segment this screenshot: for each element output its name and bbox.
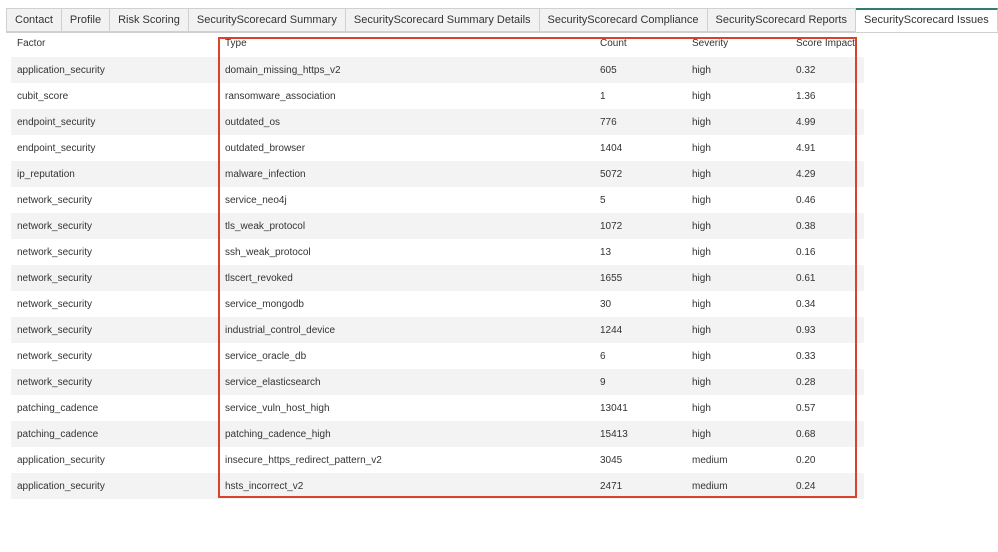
cell-severity: high bbox=[686, 265, 790, 291]
cell-count: 30 bbox=[594, 291, 686, 317]
cell-count: 5072 bbox=[594, 161, 686, 187]
tab-securityscorecard-summary[interactable]: SecurityScorecard Summary bbox=[189, 8, 346, 32]
issues-table-container bbox=[11, 36, 864, 499]
column-header-type[interactable]: Type bbox=[225, 38, 247, 49]
cell-type: patching_cadence_high bbox=[219, 421, 594, 447]
cell-factor: patching_cadence bbox=[11, 395, 219, 421]
cell-score-impact: 4.91 bbox=[790, 135, 864, 161]
table-row[interactable] bbox=[11, 161, 864, 187]
tab-securityscorecard-compliance[interactable]: SecurityScorecard Compliance bbox=[540, 8, 708, 32]
cell-score-impact: 0.16 bbox=[790, 239, 864, 265]
cell-count: 5 bbox=[594, 187, 686, 213]
cell-count: 1404 bbox=[594, 135, 686, 161]
cell-score-impact: 0.57 bbox=[790, 395, 864, 421]
cell-type: insecure_https_redirect_pattern_v2 bbox=[219, 447, 594, 473]
cell-count: 1244 bbox=[594, 317, 686, 343]
cell-factor: ip_reputation bbox=[11, 161, 219, 187]
tab-securityscorecard-issues[interactable]: SecurityScorecard Issues bbox=[856, 8, 998, 32]
cell-factor: network_security bbox=[11, 343, 219, 369]
cell-score-impact: 0.24 bbox=[790, 473, 864, 499]
cell-score-impact: 0.33 bbox=[790, 343, 864, 369]
cell-severity: high bbox=[686, 369, 790, 395]
table-row[interactable] bbox=[11, 109, 864, 135]
table-row[interactable] bbox=[11, 187, 864, 213]
cell-type: outdated_os bbox=[219, 109, 594, 135]
cell-type: ssh_weak_protocol bbox=[219, 239, 594, 265]
table-row[interactable] bbox=[11, 317, 864, 343]
table-row[interactable] bbox=[11, 83, 864, 109]
cell-type: service_mongodb bbox=[219, 291, 594, 317]
cell-severity: high bbox=[686, 57, 790, 83]
cell-severity: medium bbox=[686, 447, 790, 473]
table-row[interactable] bbox=[11, 343, 864, 369]
cell-severity: high bbox=[686, 421, 790, 447]
cell-factor: endpoint_security bbox=[11, 109, 219, 135]
cell-factor: network_security bbox=[11, 239, 219, 265]
cell-factor: patching_cadence bbox=[11, 421, 219, 447]
cell-type: service_vuln_host_high bbox=[219, 395, 594, 421]
cell-score-impact: 0.20 bbox=[790, 447, 864, 473]
cell-severity: high bbox=[686, 83, 790, 109]
cell-severity: high bbox=[686, 109, 790, 135]
cell-count: 15413 bbox=[594, 421, 686, 447]
cell-count: 13041 bbox=[594, 395, 686, 421]
cell-factor: network_security bbox=[11, 369, 219, 395]
table-row[interactable] bbox=[11, 369, 864, 395]
cell-factor: cubit_score bbox=[11, 83, 219, 109]
cell-score-impact: 0.28 bbox=[790, 369, 864, 395]
cell-severity: high bbox=[686, 161, 790, 187]
column-header-score-impact[interactable]: Score Impact bbox=[796, 38, 855, 49]
cell-severity: high bbox=[686, 291, 790, 317]
cell-type: tlscert_revoked bbox=[219, 265, 594, 291]
cell-factor: network_security bbox=[11, 291, 219, 317]
table-row[interactable] bbox=[11, 395, 864, 421]
cell-severity: high bbox=[686, 395, 790, 421]
tab-bar bbox=[6, 8, 998, 33]
column-header-count[interactable]: Count bbox=[600, 38, 627, 49]
cell-factor: network_security bbox=[11, 317, 219, 343]
issues-table bbox=[11, 36, 864, 499]
cell-type: hsts_incorrect_v2 bbox=[219, 473, 594, 499]
cell-score-impact: 1.36 bbox=[790, 83, 864, 109]
cell-type: industrial_control_device bbox=[219, 317, 594, 343]
cell-score-impact: 0.93 bbox=[790, 317, 864, 343]
cell-type: outdated_browser bbox=[219, 135, 594, 161]
cell-score-impact: 4.29 bbox=[790, 161, 864, 187]
tab-securityscorecard-summary-details[interactable]: SecurityScorecard Summary Details bbox=[346, 8, 540, 32]
cell-score-impact: 4.99 bbox=[790, 109, 864, 135]
cell-count: 6 bbox=[594, 343, 686, 369]
table-header-row bbox=[11, 36, 864, 57]
table-row[interactable] bbox=[11, 421, 864, 447]
cell-count: 776 bbox=[594, 109, 686, 135]
cell-score-impact: 0.46 bbox=[790, 187, 864, 213]
cell-count: 2471 bbox=[594, 473, 686, 499]
cell-type: service_neo4j bbox=[219, 187, 594, 213]
cell-factor: network_security bbox=[11, 265, 219, 291]
cell-score-impact: 0.32 bbox=[790, 57, 864, 83]
cell-severity: high bbox=[686, 213, 790, 239]
cell-factor: application_security bbox=[11, 57, 219, 83]
cell-count: 605 bbox=[594, 57, 686, 83]
table-row[interactable] bbox=[11, 57, 864, 83]
cell-score-impact: 0.38 bbox=[790, 213, 864, 239]
table-row[interactable] bbox=[11, 291, 864, 317]
cell-severity: medium bbox=[686, 473, 790, 499]
cell-count: 13 bbox=[594, 239, 686, 265]
cell-type: service_elasticsearch bbox=[219, 369, 594, 395]
cell-count: 3045 bbox=[594, 447, 686, 473]
cell-score-impact: 0.68 bbox=[790, 421, 864, 447]
tab-profile[interactable]: Profile bbox=[62, 8, 110, 32]
cell-factor: network_security bbox=[11, 213, 219, 239]
cell-score-impact: 0.61 bbox=[790, 265, 864, 291]
cell-factor: application_security bbox=[11, 447, 219, 473]
cell-severity: high bbox=[686, 317, 790, 343]
cell-severity: high bbox=[686, 187, 790, 213]
cell-score-impact: 0.34 bbox=[790, 291, 864, 317]
cell-severity: high bbox=[686, 343, 790, 369]
cell-type: ransomware_association bbox=[219, 83, 594, 109]
table-row[interactable] bbox=[11, 135, 864, 161]
cell-type: tls_weak_protocol bbox=[219, 213, 594, 239]
tab-securityscorecard-reports[interactable]: SecurityScorecard Reports bbox=[708, 8, 856, 32]
table-row[interactable] bbox=[11, 213, 864, 239]
cell-count: 9 bbox=[594, 369, 686, 395]
cell-factor: application_security bbox=[11, 473, 219, 499]
table-row[interactable] bbox=[11, 265, 864, 291]
cell-severity: high bbox=[686, 135, 790, 161]
column-header-factor[interactable]: Factor bbox=[17, 38, 46, 49]
cell-type: malware_infection bbox=[219, 161, 594, 187]
cell-count: 1 bbox=[594, 83, 686, 109]
column-header-severity[interactable]: Severity bbox=[692, 38, 729, 49]
cell-severity: high bbox=[686, 239, 790, 265]
cell-count: 1655 bbox=[594, 265, 686, 291]
table-row[interactable] bbox=[11, 447, 864, 473]
cell-count: 1072 bbox=[594, 213, 686, 239]
table-row[interactable] bbox=[11, 239, 864, 265]
cell-type: domain_missing_https_v2 bbox=[219, 57, 594, 83]
table-row[interactable] bbox=[11, 473, 864, 499]
cell-factor: endpoint_security bbox=[11, 135, 219, 161]
cell-type: service_oracle_db bbox=[219, 343, 594, 369]
cell-factor: network_security bbox=[11, 187, 219, 213]
tab-risk-scoring[interactable]: Risk Scoring bbox=[110, 8, 189, 32]
tab-contact[interactable]: Contact bbox=[6, 8, 62, 32]
